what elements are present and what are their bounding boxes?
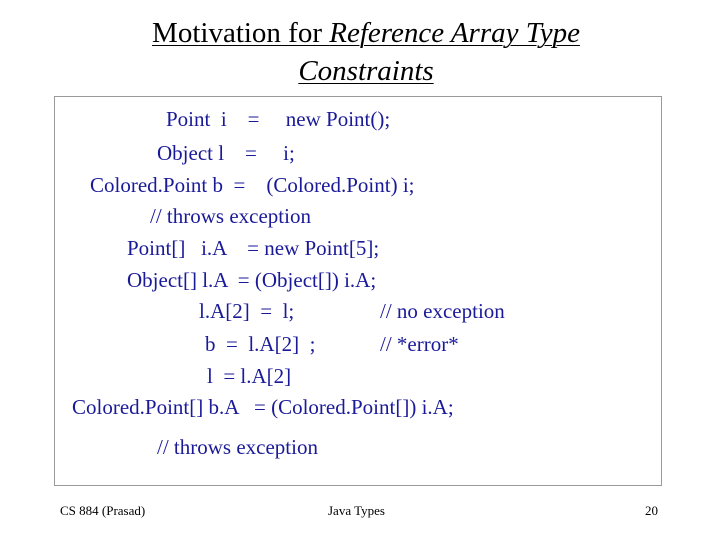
footer-page-number: 20 xyxy=(645,503,658,518)
footer-left: CS 884 (Prasad) xyxy=(60,503,146,518)
footer-center: Java Types xyxy=(328,503,385,518)
code-line-9: l = l.A[2] xyxy=(207,364,292,388)
code-comment-7: // no exception xyxy=(380,299,505,323)
title-prefix: Motivation for xyxy=(152,17,330,49)
code-line-8: b = l.A[2] ; xyxy=(205,332,316,356)
code-line-3: Colored.Point b = (Colored.Point) i; xyxy=(90,173,415,197)
code-line-4: // throws exception xyxy=(150,204,311,228)
code-line-11: // throws exception xyxy=(157,435,318,459)
code-line-2: Object l = i; xyxy=(157,141,295,165)
code-line-5: Point[] i.A = new Point[5]; xyxy=(127,236,380,260)
title-line-2 xyxy=(0,52,720,90)
code-comment-8: // *error* xyxy=(380,332,459,356)
title-line-1 xyxy=(0,14,720,52)
code-line-1: Point i = new Point(); xyxy=(166,107,391,131)
title-line2-text: Constraints xyxy=(298,55,434,87)
slide-title xyxy=(0,14,720,90)
title-emphasis: Reference Array Type xyxy=(329,17,580,49)
code-line-10: Colored.Point[] b.A = (Colored.Point[]) i.A; xyxy=(72,395,454,419)
code-line-7: l.A[2] = l; xyxy=(199,299,295,323)
code-line-6: Object[] l.A = (Object[]) i.A; xyxy=(127,268,377,292)
